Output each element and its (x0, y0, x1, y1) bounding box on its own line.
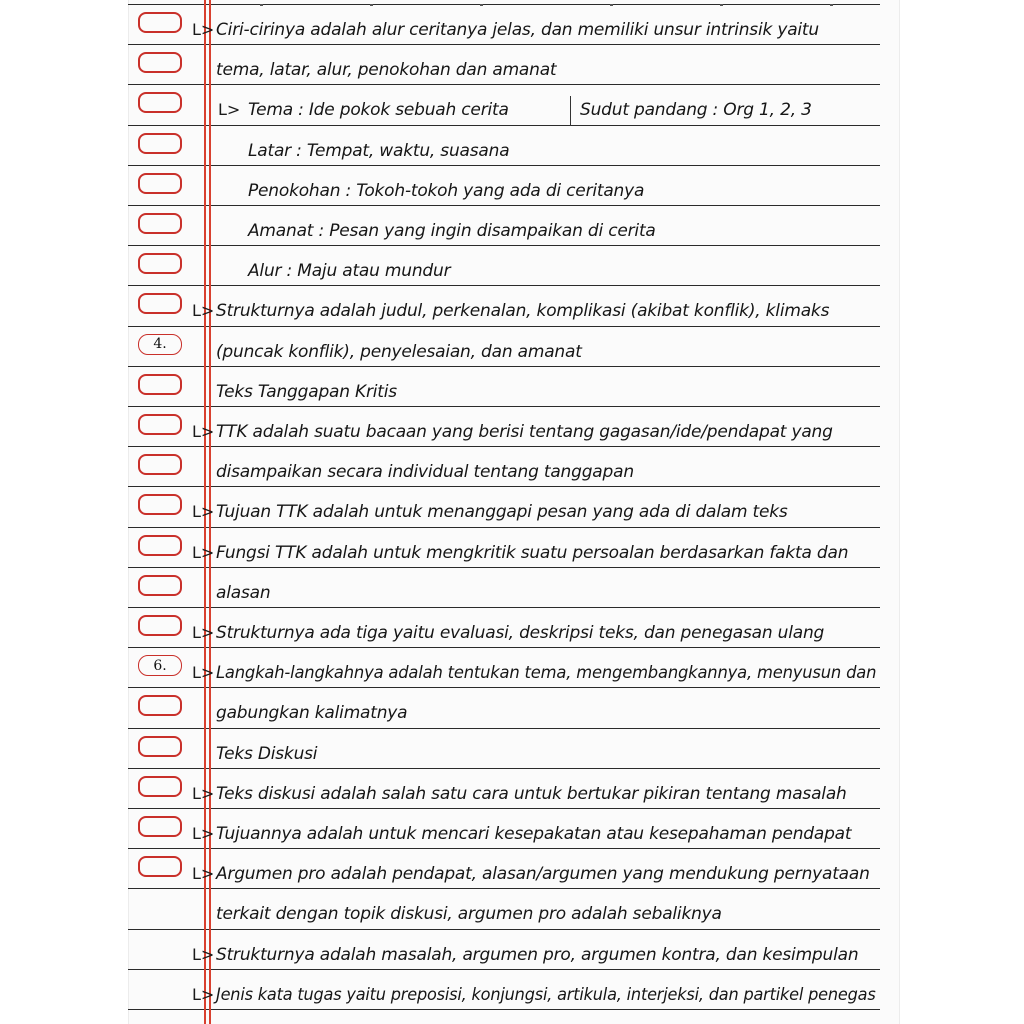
ruled-line (128, 285, 880, 286)
checkbox[interactable] (138, 374, 182, 395)
checkbox[interactable] (138, 52, 182, 73)
checkbox[interactable] (138, 736, 182, 757)
ruled-line (128, 808, 880, 809)
ruled-line (128, 165, 880, 166)
bullet-arrow-icon: L> (192, 944, 215, 964)
bullet-arrow-icon: L> (192, 623, 215, 642)
ruled-line (128, 44, 880, 45)
ruled-line (128, 84, 880, 85)
bullet-arrow-icon: L> (192, 20, 215, 39)
top-tick (260, 4, 263, 6)
note-line: Strukturnya adalah judul, perkenalan, komplikasi (akibat konflik), klimaks (216, 301, 830, 322)
ruled-line (128, 527, 880, 528)
ruled-line (128, 366, 880, 367)
checkbox[interactable] (138, 535, 182, 556)
top-tick (370, 4, 373, 6)
ruled-line (128, 406, 880, 407)
checkbox[interactable] (138, 575, 182, 596)
note-line: TTK adalah suatu bacaan yang berisi tentang gagasan/ide/pendapat yang (216, 422, 833, 442)
ruled-line (128, 245, 880, 246)
note-line: Argumen pro adalah pendapat, alasan/argumen yang mendukung pernyataan (216, 864, 870, 885)
note-line: alasan (216, 582, 271, 603)
note-line: Tujuannya adalah untuk mencari kesepakatan atau kesepahaman pendapat (216, 824, 852, 844)
bullet-arrow-icon: L> (192, 663, 215, 683)
checkbox[interactable] (138, 92, 182, 113)
checkbox[interactable] (138, 173, 182, 194)
ruled-line (128, 768, 880, 769)
bullet-arrow-icon: L> (192, 301, 215, 321)
note-line-extra: Sudut pandang : Org 1, 2, 3 (580, 100, 812, 121)
checkbox[interactable] (138, 856, 182, 877)
ruled-line (128, 486, 880, 487)
ruled-line (128, 326, 880, 327)
checkbox[interactable] (138, 414, 182, 435)
note-line: Amanat : Pesan yang ingin disampaikan di cerita (248, 221, 656, 241)
ruled-line (128, 728, 880, 729)
ruled-line (128, 848, 880, 849)
ruled-line (128, 205, 880, 206)
ruled-line (128, 607, 880, 608)
ruled-line (128, 969, 880, 970)
note-line: disampaikan secara individual tentang tanggapan (216, 462, 634, 483)
checkbox[interactable] (138, 615, 182, 636)
ruled-line (128, 687, 880, 688)
note-line: Teks Tanggapan Kritis (216, 381, 397, 402)
top-tick (830, 4, 833, 6)
top-tick (720, 4, 723, 6)
bullet-arrow-icon: L> (192, 984, 215, 1004)
note-line: (puncak konflik), penyelesaian, dan amanat (216, 341, 582, 362)
note-line: Strukturnya ada tiga yaitu evaluasi, deskripsi teks, dan penegasan ulang (216, 623, 825, 643)
note-line: Jenis kata tugas yaitu preposisi, konjungsi, artikula, interjeksi, dan partikel penegas (216, 984, 876, 1005)
ruled-line (128, 929, 880, 930)
checkbox[interactable] (138, 133, 182, 154)
ruled-line (128, 567, 880, 568)
note-line: Teks Diskusi (216, 743, 318, 764)
note-line: gabungkan kalimatnya (216, 703, 408, 724)
checkbox[interactable] (138, 454, 182, 475)
ruled-line (128, 647, 880, 648)
note-line: Tujuan TTK adalah untuk menanggapi pesan yang ada di dalam teks (216, 502, 788, 523)
ruled-line (128, 888, 880, 889)
note-line: Tema : Ide pokok sebuah cerita (248, 100, 509, 121)
checkbox[interactable] (138, 253, 182, 274)
note-line: Alur : Maju atau mundur (248, 261, 451, 282)
bullet-arrow-icon: L> (192, 542, 215, 562)
note-line: terkait dengan topik diskusi, argumen pro adalah sebaliknya (216, 904, 722, 925)
top-tick (610, 4, 613, 6)
checkbox[interactable] (138, 12, 182, 33)
ruled-line (128, 4, 880, 5)
note-line: tema, latar, alur, penokohan dan amanat (216, 60, 557, 81)
note-line: Ciri-cirinya adalah alur ceritanya jelas, dan memiliki unsur intrinsik yaitu (216, 20, 819, 40)
note-line: Penokohan : Tokoh-tokoh yang ada di ceritanya (248, 180, 645, 201)
bullet-arrow-icon: L> (192, 502, 215, 522)
checkbox[interactable] (138, 776, 182, 797)
note-line: Strukturnya adalah masalah, argumen pro, argumen kontra, dan kesimpulan (216, 944, 859, 965)
section-number-box: 4. (138, 334, 182, 355)
bullet-arrow-icon: L> (218, 100, 241, 120)
note-line: Langkah-langkahnya adalah tentukan tema, mengembangkannya, menyusun dan (216, 663, 877, 684)
checkbox[interactable] (138, 293, 182, 314)
checkbox[interactable] (138, 695, 182, 716)
ruled-line (128, 125, 880, 126)
bullet-arrow-icon: L> (192, 422, 215, 441)
note-line: Teks diskusi adalah salah satu cara untuk bertukar pikiran tentang masalah (216, 783, 847, 804)
column-divider (570, 96, 571, 126)
section-number-box: 6. (138, 655, 182, 676)
note-line: Latar : Tempat, waktu, suasana (248, 140, 510, 161)
checkbox[interactable] (138, 816, 182, 837)
checkbox[interactable] (138, 494, 182, 515)
bullet-arrow-icon: L> (192, 824, 215, 843)
ruled-line (128, 446, 880, 447)
top-tick (480, 4, 483, 6)
bullet-arrow-icon: L> (192, 783, 215, 803)
ruled-line (128, 1009, 880, 1010)
note-line: Fungsi TTK adalah untuk mengkritik suatu persoalan berdasarkan fakta dan (216, 542, 849, 563)
checkbox[interactable] (138, 213, 182, 234)
bullet-arrow-icon: L> (192, 864, 215, 884)
